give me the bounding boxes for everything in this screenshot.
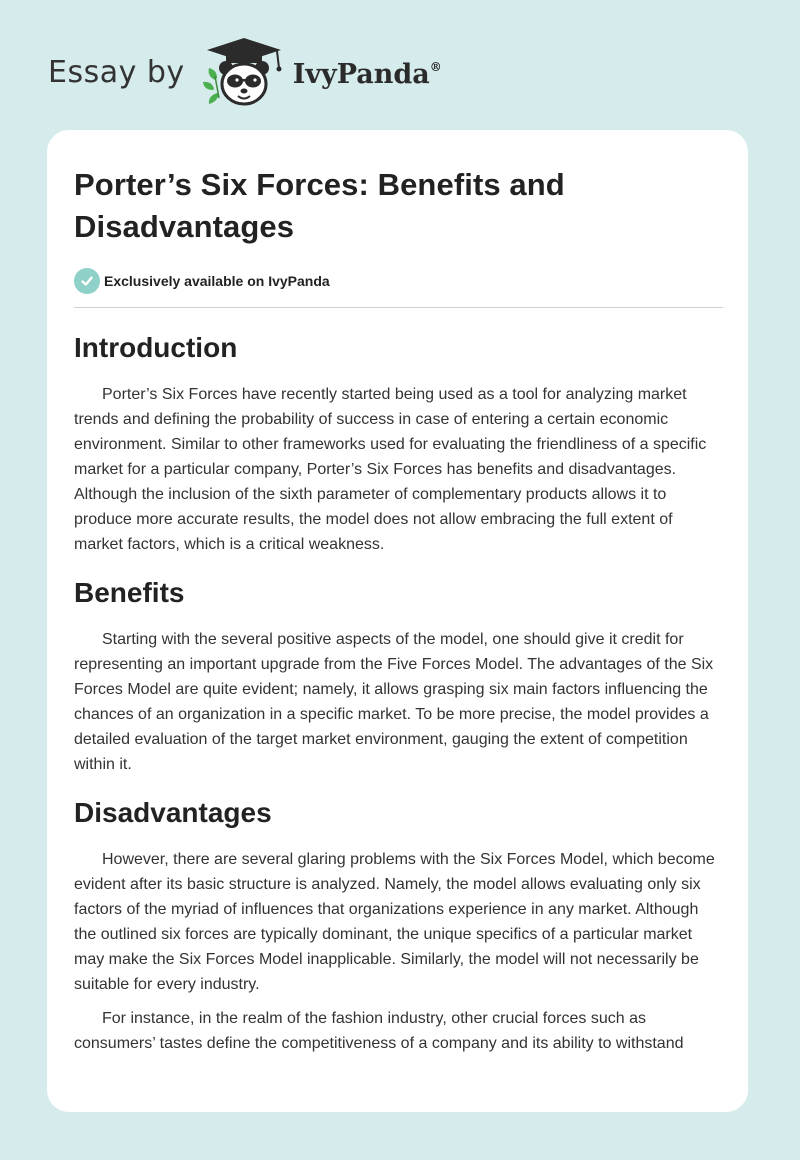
section-introduction <box>74 330 721 557</box>
panda-logo-icon[interactable] <box>201 36 287 108</box>
paragraph: For instance, in the realm of the fashion industry, other crucial forces such as consumers’ tastes define the competitiveness of a company and its ability to withstand <box>74 1010 684 1052</box>
essay-title: Porter’s Six Forces: Benefits and Disadvantages <box>74 167 565 244</box>
checkmark-icon <box>74 268 100 294</box>
paragraph: Porter’s Six Forces have recently started being used as a tool for analyzing market trends and defining the probability of success in case of entering a certain economic environment. Similar to other frameworks used for evaluating the friendliness of a specific market for a particular company, Porter’s Six Forces has benefits and disadvantages. Although the inclusion of the sixth parameter of complementary products allows it to produce more accurate results, the model does not allow embracing the full extent of market factors, which is a critical weakness. <box>74 386 707 553</box>
essay-card <box>47 130 748 1112</box>
brand-name[interactable]: IvyPanda® <box>292 58 442 90</box>
essay-by-label: Essay by <box>48 54 185 90</box>
section-heading: Benefits <box>74 577 185 608</box>
divider <box>74 307 723 308</box>
section-heading: Introduction <box>74 332 238 363</box>
paragraph: Starting with the several positive aspects of the model, one should give it credit for representing an important upgrade from the Five Forces Model. The advantages of the Six Forces Model are quite evident; namely, it allows grasping six main factors influencing the chances of an organization in a specific market. To be more precise, the model provides a detailed evaluation of the target market environment, gauging the extent of competition within it. <box>74 631 714 773</box>
section-heading: Disadvantages <box>74 797 272 828</box>
section-disadvantages <box>74 795 721 1056</box>
exclusive-badge <box>74 267 721 295</box>
site-header <box>48 36 488 108</box>
section-benefits <box>74 575 721 777</box>
exclusive-label: Exclusively available on IvyPanda <box>104 273 330 289</box>
paragraph: However, there are several glaring problems with the Six Forces Model, which become evident after its basic structure is analyzed. Namely, the model allows evaluating only six factors of the myriad of influences that organizations experience in any market. Although the outlined six forces are typically dominant, the unique specifics of a particular market may make the Six Forces Model inapplicable. Similarly, the model will not necessarily be suitable for every industry. <box>74 851 715 993</box>
